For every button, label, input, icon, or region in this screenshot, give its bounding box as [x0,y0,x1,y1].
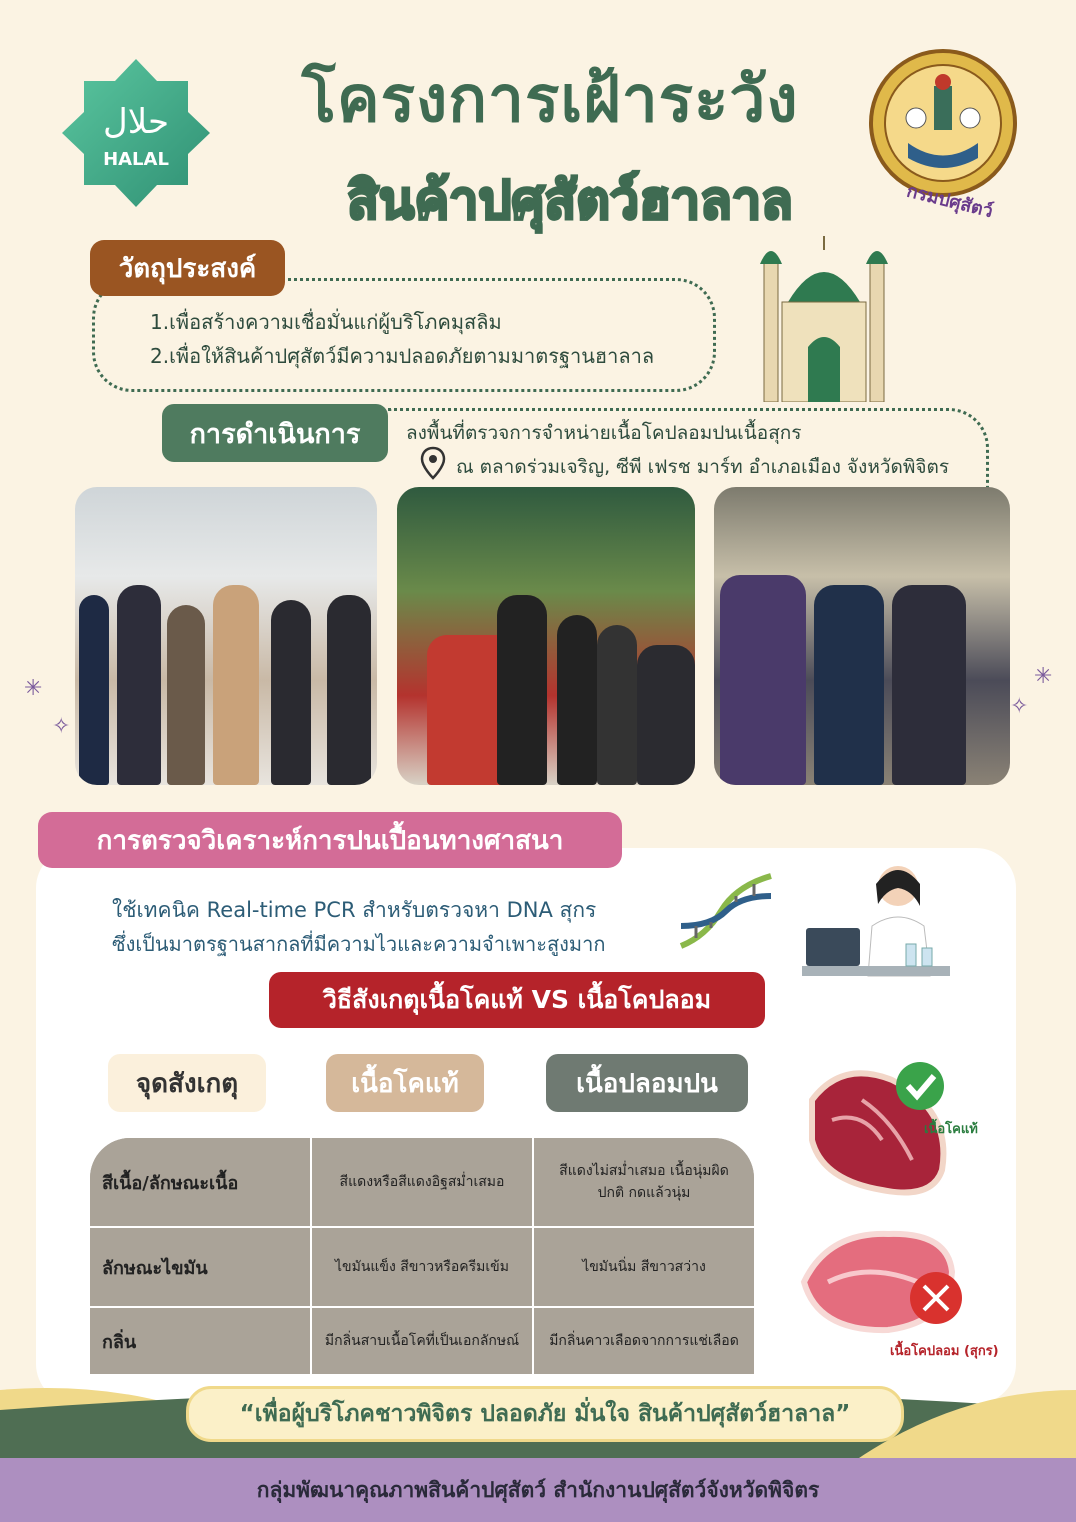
table-cell: มีกลิ่นสาบเนื้อโคที่เป็นเอกลักษณ์ [312,1308,534,1374]
slogan-banner: “เพื่อผู้บริโภคชาวพิจิตร ปลอดภัย มั่นใจ สินค้าปศุสัตว์ฮาลาล” [186,1386,904,1442]
svg-text:حلال: حلال [102,102,170,142]
halal-badge-icon [58,55,214,211]
sparkle-icon: ✳ [24,676,43,701]
operation-description: ลงพื้นที่ตรวจการจำหน่ายเนื้อโคปลอมปนเนื้อสุกร [406,422,802,444]
table-row-label: สีเนื้อ/ลักษณะเนื้อ [90,1138,312,1228]
svg-text:HALAL: HALAL [103,149,169,170]
objective-label: วัตถุประสงค์ [90,240,285,296]
pcr-description-line2: ซึ่งเป็นมาตรฐานสากลที่มีความไวและความจำเพาะสูงมาก [112,932,606,956]
comparison-title: วิธีสังเกตุเนื้อโคแท้ VS เนื้อโคปลอม [269,972,765,1028]
objective-item-2: 2.เพื่อให้สินค้าปศุสัตว์มีความปลอดภัยตามมาตรฐานฮาลาล [150,344,655,368]
table-cell: ไขมันแข็ง สีขาวหรือครีมเข้ม [312,1228,534,1308]
footer-organization: กลุ่มพัฒนาคุณภาพสินค้าปศุสัตว์ สำนักงานปศุสัตว์จังหวัดพิจิตร [0,1458,1076,1522]
page-subtitle: สินค้าปศุสัตว์ฮาลาล [347,171,793,231]
column-header-adulterated: เนื้อปลอมปน [546,1054,748,1112]
table-cell: สีแดงไม่สม่ำเสมอ เนื้อนุ่มผิดปกติ กดแล้วนุ่ม [534,1138,754,1228]
table-row-label: กลิ่น [90,1308,312,1374]
sparkle-icon: ✳ [1034,664,1053,689]
photo-supermarket-inspection [75,487,377,785]
operation-label: การดำเนินการ [162,404,388,462]
table-cell: ไขมันนิ่ม สีขาวสว่าง [534,1228,754,1308]
scientist-icon [802,856,950,986]
analysis-label: การตรวจวิเคราะห์การปนเปื้อนทางศาสนา [38,812,622,868]
fake-beef-icon [798,1222,964,1344]
operation-location: ณ ตลาดร่วมเจริญ, ซีพี เฟรช มาร์ท อำเภอเมือง จังหวัดพิจิตร [456,456,950,478]
location-pin-icon [420,446,446,480]
page-title: โครงการเฝ้าระวัง [301,63,799,137]
objective-item-1: 1.เพื่อสร้างความเชื่อมั่นแก่ผู้บริโภคมุสลิม [150,310,502,334]
photo-market-stall-inspection [397,487,695,785]
column-header-observation: จุดสังเกตุ [108,1054,266,1112]
seal-caption: กรมปศุสัตว์ [904,180,996,223]
table-row-label: ลักษณะไขมัน [90,1228,312,1308]
column-header-real-beef: เนื้อโคแท้ [326,1054,484,1112]
photo-butcher-stall-team [714,487,1010,785]
table-cell: มีกลิ่นคาวเลือดจากการแช่เลือด [534,1308,754,1374]
pcr-description-line1: ใช้เทคนิค Real-time PCR สำหรับตรวจหา DNA สุกร [112,898,597,922]
comparison-table [90,1138,754,1374]
mosque-icon [754,232,894,402]
fake-beef-label: เนื้อโคปลอม (สุกร) [890,1344,999,1359]
dna-icon [676,866,776,956]
table-cell: สีแดงหรือสีแดงอิฐสม่ำเสมอ [312,1138,534,1228]
sparkle-icon: ✧ [1010,694,1029,719]
sparkle-icon: ✧ [52,714,71,739]
real-beef-label: เนื้อโคแท้ [924,1122,978,1137]
